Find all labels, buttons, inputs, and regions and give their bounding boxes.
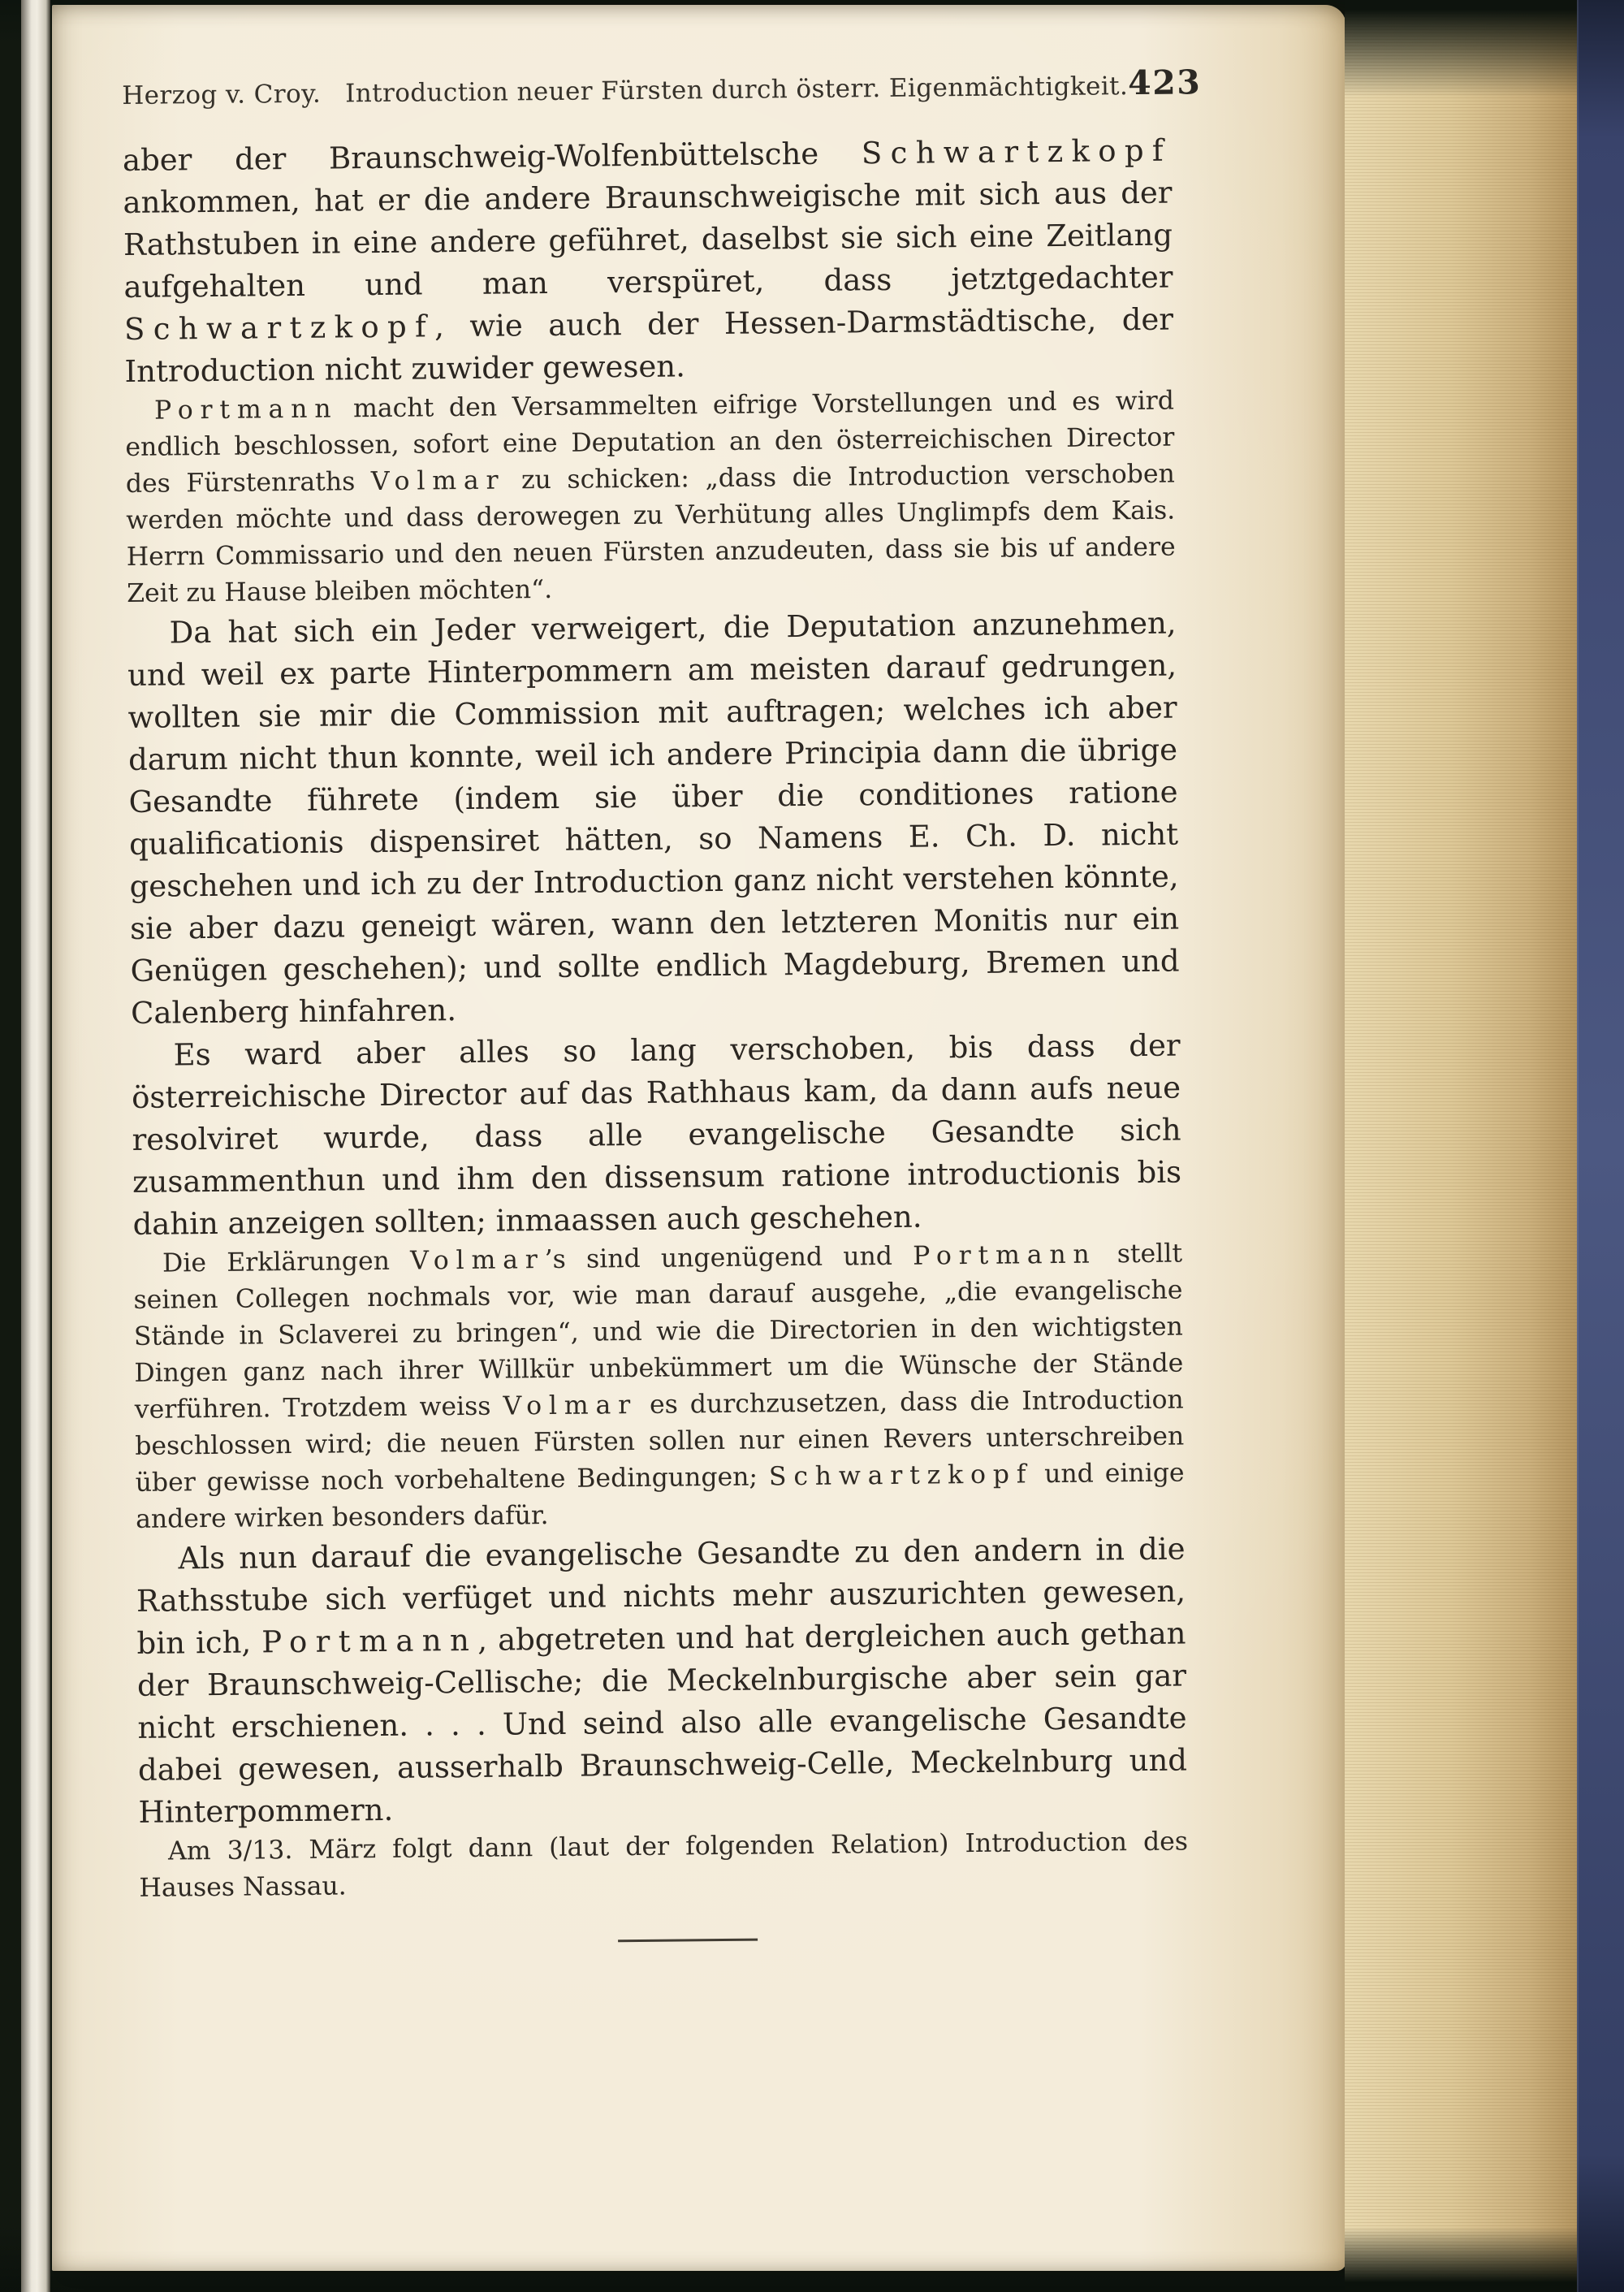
paragraph [139, 1823, 1189, 1906]
section-divider [618, 1939, 758, 1943]
header-title-right: Introduction neuer Fürsten durch österr. Eigenmächtigkeit. [344, 71, 1129, 109]
page-content [122, 63, 1202, 1947]
header-title [122, 71, 1128, 110]
book-page [52, 5, 1346, 2271]
book-cover [1577, 0, 1624, 2292]
spaced-name: Schwartzkopf [768, 1460, 1034, 1492]
text-block [123, 130, 1189, 1907]
text-run: Da hat sich ein Jeder verweigert, die Deputation anzunehmen, und weil ex parte Hinterpommern am meisten darauf gedrungen, wollten sie mir die Commission mit auftragen; welches ich aber darum nicht thun konnte, weil ich andere Principia dann die übrige Gesandte führete (indem sie über die conditiones ratione qualificationis dispensiret hätten, so Namens E. Ch. D. nicht geschehen und ich zu der Introduction ganz nicht verstehen könnte, sie aber dazu geneigt wären, wann den letzteren Monitis nur ein Genügen geschehen); und sollte endlich Magdeburg, Bremen und Calenberg hinfahren. [127, 605, 1180, 1031]
spaced-name: Portmann [261, 1622, 478, 1660]
paragraph [133, 1236, 1185, 1538]
page-number: 423 [1127, 63, 1202, 103]
spaced-name: Portmann [913, 1239, 1097, 1271]
text-run: , wie auch der Hessen-Darmstädtische, der Introduction nicht zuwider gewesen. [124, 301, 1174, 389]
spaced-name: Portmann [153, 394, 339, 426]
text-run: , abgetreten und hat dergleichen auch gethan der Braunschweig-Cellische; die Meckelnburgische aber sein gar nicht erschienen. . . . Und seind also alle evangelische Gesandte dabei gewesen, ausserhalb Braunschweig-Celle, Meckelnburg und Hinterpommern. [136, 1615, 1188, 1830]
spaced-name: Volmar [409, 1245, 545, 1276]
text-run: es durchzusetzen, dass die Introduction beschlossen wird; die neuen Fürsten sollen nur einen Revers unterschreiben über gewisse noch vorbehaltene Bedingungen; [135, 1385, 1185, 1498]
text-run: Es ward aber alles so lang verschoben, bis dass der österreichische Director auf das Rathhaus kam, da dann aufs neue resolviret wurde, dass alle evangelische Gesandte sich zusammenthun und ihm den dissensum ratione introductionis bis dahin anzeigen sollten; inmaassen auch geschehen. [131, 1027, 1182, 1242]
paragraph [125, 383, 1177, 612]
text-run: aber der Braunschweig-Wolfenbüttelsche [122, 136, 862, 178]
text-run: Die Erklärungen [162, 1246, 411, 1278]
paragraph [123, 130, 1174, 393]
page-edges [1345, 0, 1580, 2292]
header-title-left: Herzog v. Croy. [122, 79, 322, 110]
spaced-name: Schwartzkopf [861, 132, 1173, 171]
spaced-name: Schwartzkopf [123, 309, 435, 347]
text-run: Am 3/13. März folgt dann (laut der folgenden Relation) Introduction des Hauses Nassau. [139, 1827, 1189, 1903]
spaced-name: Volmar [503, 1390, 638, 1421]
text-run: Als nun darauf die evangelische Gesandte zu den andern in die Rathsstube sich verfüget und nichts mehr auszurichten gewesen, bin ich, [136, 1531, 1186, 1661]
spaced-name: Volmar [370, 465, 506, 497]
text-run: und einige andere wirken besonders dafür. [135, 1458, 1185, 1534]
paragraph [136, 1529, 1187, 1834]
facing-page-edge [21, 0, 50, 2292]
text-run: zu schicken: „dass die Introduction verschoben werden möchte und dass derowegen zu Verhütung alles Unglimpfs dem Kais. Herrn Commissario und den neuen Fürsten anzudeuten, dass sie bis uf andere Zeit zu Hause bleiben möchten“. [126, 459, 1176, 608]
text-run: ankommen, hat er die andere Braunschweigische mit sich aus der Rathstuben in eine andere geführet, daselbst sie sich eine Zeitlang aufgehalten und man verspüret, dass jetztgedachter [123, 175, 1173, 305]
text-run: macht den Versammelten eifrige Vorstellungen und es wird endlich beschlossen, sofort eine Deputation an den österreichischen Director des Fürstenraths [125, 386, 1175, 499]
text-run: stellt seinen Collegen nochmals vor, wie man darauf ausgehe, „die evangelische Stände in Sclaverei zu bringen“, und wie die Directorien in den wichtigsten Dingen ganz nach ihrer Willkür unbekümmert um die Wünsche der Stände verführen. Trotzdem weiss [133, 1239, 1184, 1425]
paragraph [127, 603, 1180, 1035]
running-header [122, 63, 1202, 112]
paragraph [131, 1025, 1181, 1246]
text-run: ’s sind ungenügend und [544, 1241, 914, 1275]
